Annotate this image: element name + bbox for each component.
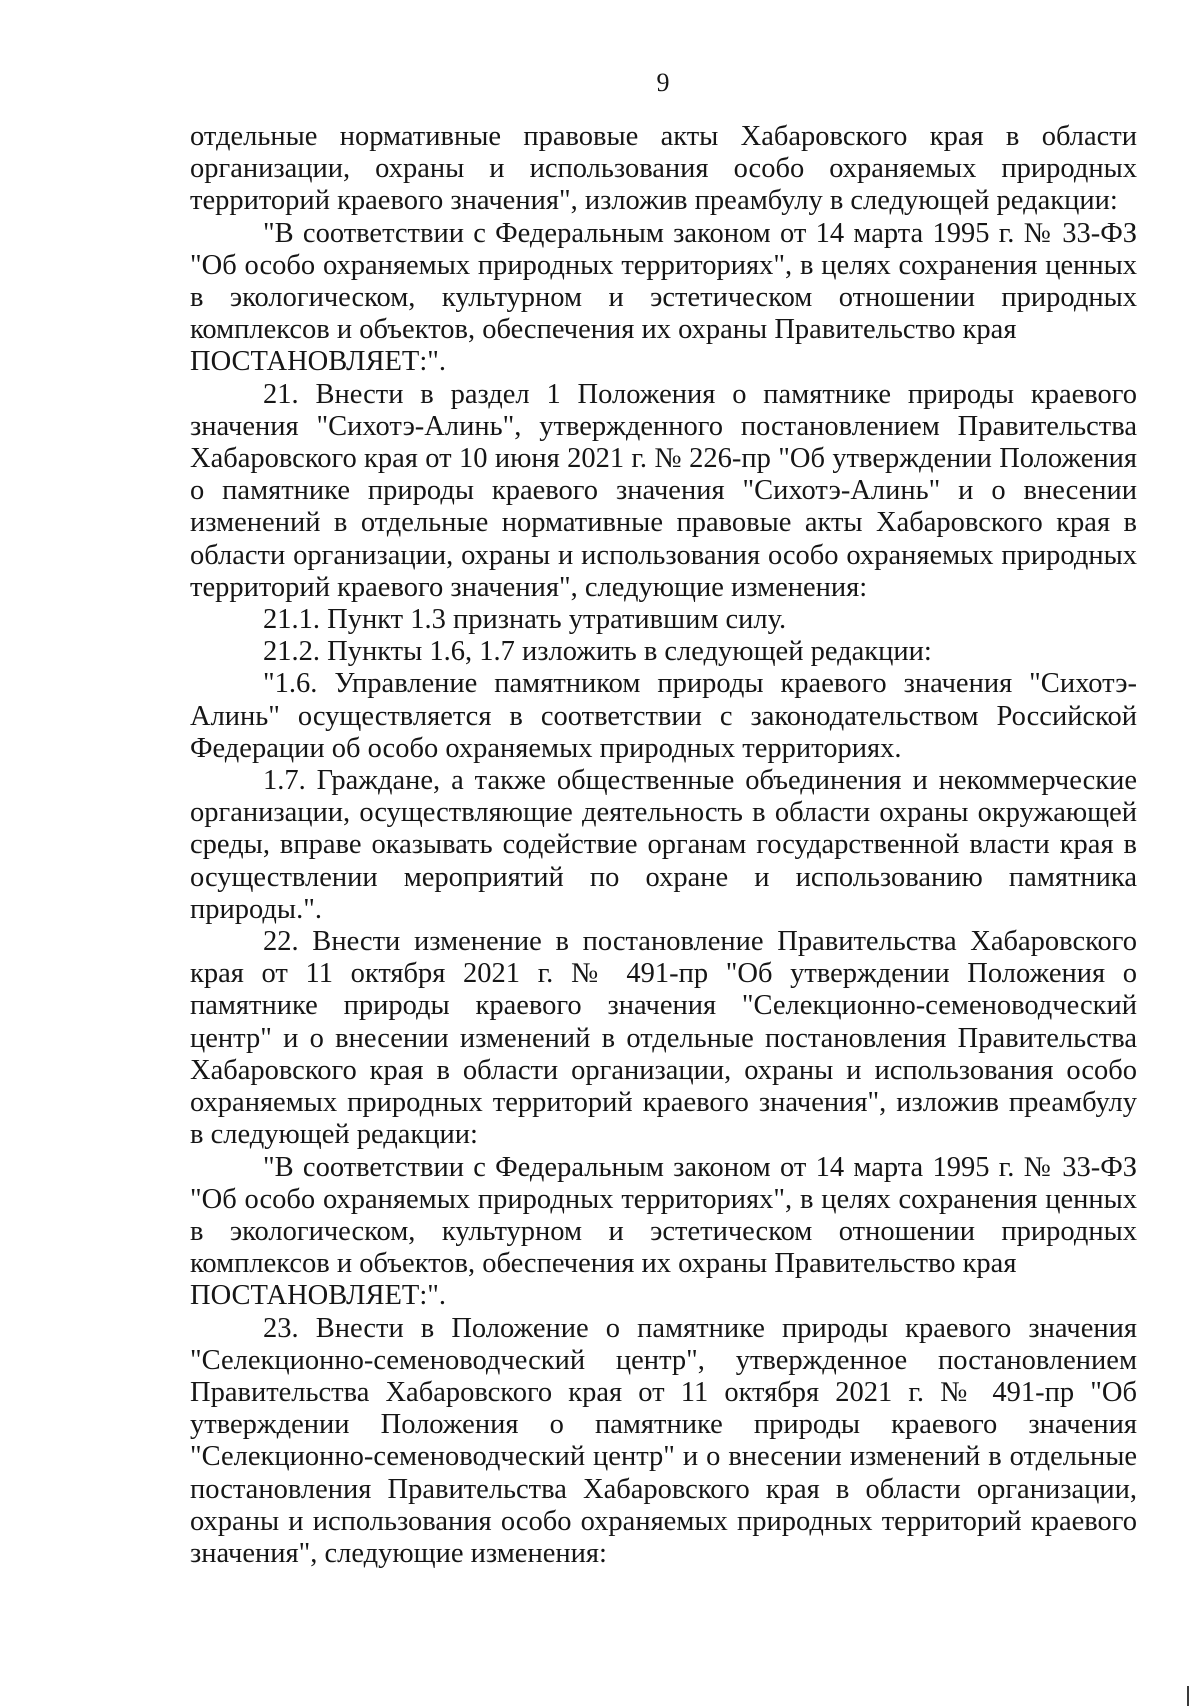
- page-number: 9: [656, 68, 670, 97]
- resolves-line-2: ПОСТАНОВЛЯЕТ:".: [190, 1280, 447, 1312]
- quoted-preamble-2: "В соответствии с Федеральным законом от 14 марта 1995 г. № 33-ФЗ "Об особо охраняемых природных территориях", в целях сохранения ценных в экологическом, культурном и эстетическом отношении природных комплексов и объектов, обеспечения их охраны Правительство края: [190, 1151, 1137, 1280]
- item-23: 23. Внести в Положение о памятнике природы краевого значения "Селекционно-семеноводческий центр", утвержденное постановлением Правительства Хабаровского края от 11 октября 2021 г. № 491-пр "Об утверждении Положения о памятнике природы краевого значения "Селекционно-семеноводческий центр" и о внесении изменений в отдельные постановления Правительства Хабаровского края в области организации, охраны и использования особо охраняемых природных территорий краевого значения", следующие изменения:: [190, 1312, 1137, 1569]
- paragraph-continuation: отдельные нормативные правовые акты Хабаровского края в области организации, охраны и использования особо охраняемых природных территорий краевого значения", изложив преамбулу в следующей редакции:: [190, 121, 1137, 217]
- item-21: 21. Внести в раздел 1 Положения о памятнике природы краевого значения "Сихотэ-Алинь", утвержденного постановлением Правительства Хабаровского края от 10 июня 2021 г. № 226-пр "Об утверждении Положения о памятнике природы краевого значения "Сихотэ-Алинь" и о внесении изменений в отдельные нормативные правовые акты Хабаровского края в области организации, охраны и использования особо охраняемых природных территорий краевого значения", следующие изменения:: [190, 378, 1137, 603]
- document-body: [190, 121, 1137, 1570]
- item-21-1: 21.1. Пункт 1.3 признать утратившим силу.: [263, 604, 787, 636]
- clause-1-7: 1.7. Граждане, а также общественные объединения и некоммерческие организации, осуществляющие деятельность в области охраны окружающей среды, вправе оказывать содействие органам государственной власти края в осуществлении мероприятий по охране и использованию памятника природы.".: [190, 765, 1137, 925]
- clause-1-6: "1.6. Управление памятником природы краевого значения "Сихотэ-Алинь" осуществляется в соответствии с законодательством Российской Федерации об особо охраняемых природных территориях.: [190, 668, 1137, 764]
- quoted-preamble: "В соответствии с Федеральным законом от 14 марта 1995 г. № 33-ФЗ "Об особо охраняемых природных территориях", в целях сохранения ценных в экологическом, культурном и эстетическом отношении природных комплексов и объектов, обеспечения их охраны Правительство края: [190, 217, 1137, 346]
- item-21-2: 21.2. Пункты 1.6, 1.7 изложить в следующей редакции:: [263, 636, 932, 668]
- scan-edge-mark: [1187, 1686, 1189, 1706]
- item-22: 22. Внести изменение в постановление Правительства Хабаровского края от 11 октября 2021 г. № 491-пр "Об утверждении Положения о памятнике природы краевого значения "Селекционно-семеноводческий центр" и о внесении изменений в отдельные постановления Правительства Хабаровского края в области организации, охраны и использования особо охраняемых природных территорий краевого значения", изложив преамбулу в следующей редакции:: [190, 926, 1137, 1151]
- resolves-line: ПОСТАНОВЛЯЕТ:".: [190, 346, 447, 378]
